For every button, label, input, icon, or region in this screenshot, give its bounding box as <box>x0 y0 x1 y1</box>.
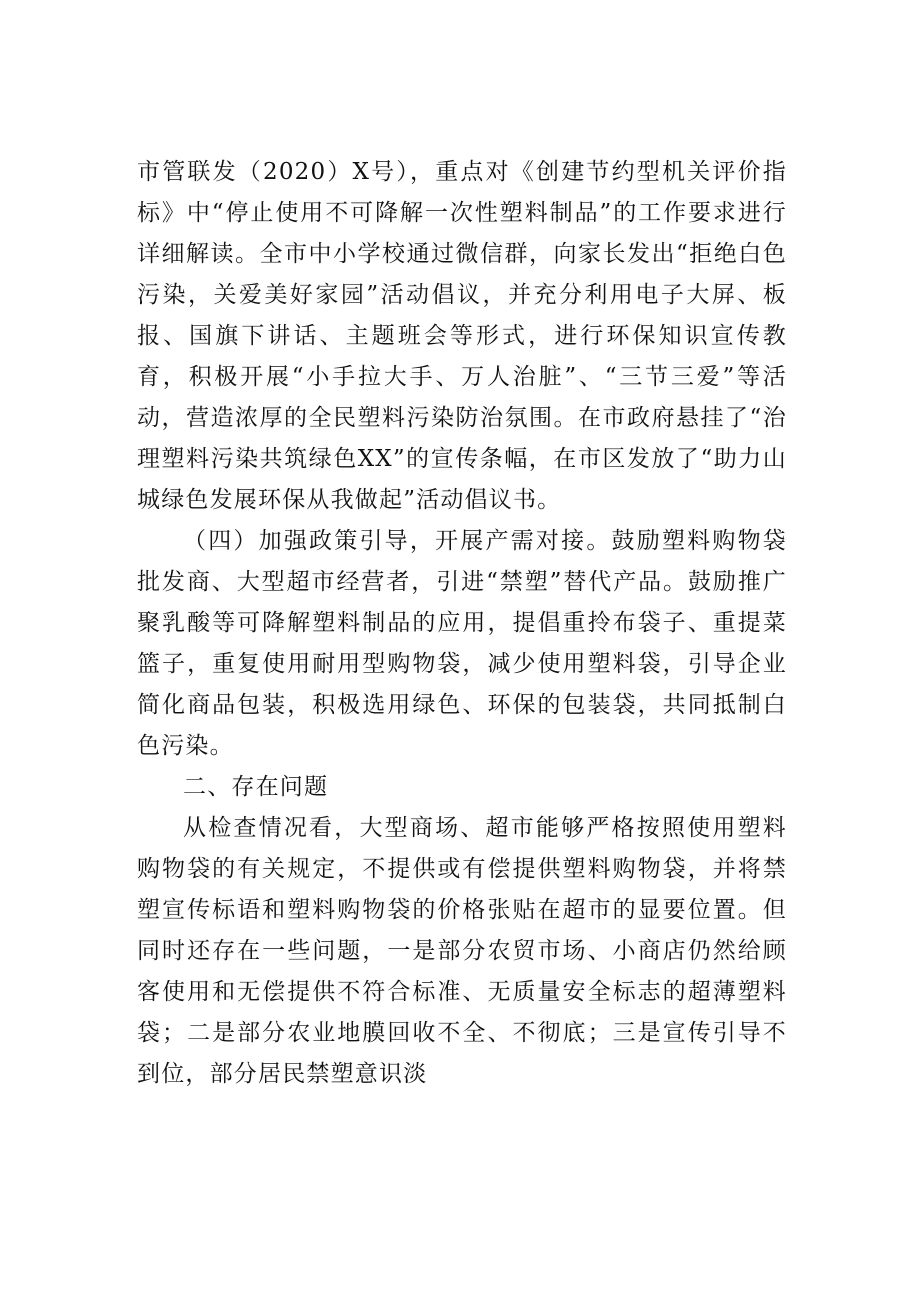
paragraph-problems: 从检查情况看，大型商场、超市能够严格按照使用塑料购物袋的有关规定，不提供或有偿提供塑料购物袋，并将禁塑宣传标语和塑料购物袋的价格张贴在超市的显要位置。但同时还存在一些问题，一是部分农贸市场、小商店仍然给顾客使用和无偿提供不符合标准、无质量安全标志的超薄塑料袋；二是部分农业地膜回收不全、不彻底；三是宣传引导不到位，部分居民禁塑意识淡 <box>137 815 787 1087</box>
document-body <box>137 152 787 1095</box>
paragraph-section-four: （四）加强政策引导，开展产需对接。鼓励塑料购物袋批发商、大型超市经营者，引进“禁塑”替代产品。鼓励推广聚乳酸等可降解塑料制品的应用，提倡重拎布袋子、重提菜篮子，重复使用耐用型购物袋，减少使用塑料袋，引导企业简化商品包装，积极选用绿色、环保的包装袋，共同抵制白色污染。 <box>137 528 787 759</box>
paragraph-continuation: 市管联发（2020）X号），重点对《创建节约型机关评价指标》中“停止使用不可降解一次性塑料制品”的工作要求进行详细解读。全市中小学校通过微信群，向家长发出“拒绝白色污染，关爱美好家园”活动倡议，并充分利用电子大屏、板报、国旗下讲话、主题班会等形式，进行环保知识宣传教育，积极开展“小手拉大手、万人治脏”、“三节三爱”等活动，营造浓厚的全民塑料污染防治氛围。在市政府悬挂了“治理塑料污染共筑绿色XX”的宣传条幅，在市区发放了“助力山城绿色发展环保从我做起”活动倡议书。 <box>137 159 787 513</box>
section-heading-problems: 二、存在问题 <box>183 774 329 800</box>
